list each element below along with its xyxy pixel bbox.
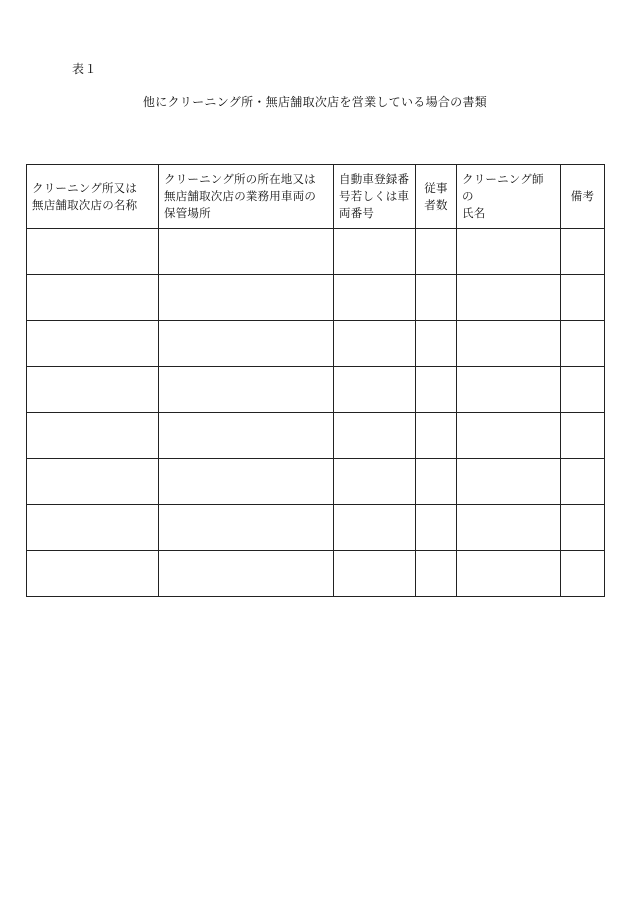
- cell-remarks[interactable]: [561, 275, 605, 321]
- cell-worker-count[interactable]: [416, 367, 457, 413]
- table-header-row: [27, 165, 605, 229]
- table-row: [27, 275, 605, 321]
- header-cleaner-name: クリーニング師の 氏名: [457, 165, 561, 229]
- cell-vehicle-number[interactable]: [334, 413, 416, 459]
- cell-facility-location[interactable]: [159, 367, 334, 413]
- cell-facility-location[interactable]: [159, 321, 334, 367]
- cell-remarks[interactable]: [561, 459, 605, 505]
- cell-remarks[interactable]: [561, 413, 605, 459]
- cell-facility-name[interactable]: [27, 229, 159, 275]
- cell-facility-name[interactable]: [27, 321, 159, 367]
- header-vehicle-number: 自動車登録番 号若しくは車 両番号: [334, 165, 416, 229]
- cell-remarks[interactable]: [561, 551, 605, 597]
- table-row: [27, 321, 605, 367]
- cell-facility-location[interactable]: [159, 459, 334, 505]
- cell-facility-name[interactable]: [27, 413, 159, 459]
- table-row: [27, 367, 605, 413]
- header-facility-name: クリーニング所又は 無店舗取次店の名称: [27, 165, 159, 229]
- cell-worker-count[interactable]: [416, 229, 457, 275]
- cell-facility-location[interactable]: [159, 275, 334, 321]
- header-worker-count: 従事 者数: [416, 165, 457, 229]
- cell-vehicle-number[interactable]: [334, 229, 416, 275]
- cell-facility-location[interactable]: [159, 551, 334, 597]
- cell-facility-name[interactable]: [27, 367, 159, 413]
- cell-vehicle-number[interactable]: [334, 551, 416, 597]
- cell-vehicle-number[interactable]: [334, 367, 416, 413]
- table-row: [27, 413, 605, 459]
- cell-facility-name[interactable]: [27, 459, 159, 505]
- cell-worker-count[interactable]: [416, 321, 457, 367]
- table-row: [27, 459, 605, 505]
- registration-table: [26, 164, 605, 597]
- cell-cleaner-name[interactable]: [457, 505, 561, 551]
- cell-facility-location[interactable]: [159, 413, 334, 459]
- cell-remarks[interactable]: [561, 505, 605, 551]
- cell-remarks[interactable]: [561, 229, 605, 275]
- header-remarks: 備考: [561, 165, 605, 229]
- cell-worker-count[interactable]: [416, 505, 457, 551]
- cell-cleaner-name[interactable]: [457, 367, 561, 413]
- table-body: [27, 229, 605, 597]
- cell-worker-count[interactable]: [416, 551, 457, 597]
- table-row: [27, 505, 605, 551]
- cell-vehicle-number[interactable]: [334, 459, 416, 505]
- cell-vehicle-number[interactable]: [334, 275, 416, 321]
- table-row: [27, 551, 605, 597]
- cell-vehicle-number[interactable]: [334, 505, 416, 551]
- cell-worker-count[interactable]: [416, 413, 457, 459]
- cell-worker-count[interactable]: [416, 459, 457, 505]
- cell-facility-name[interactable]: [27, 275, 159, 321]
- cell-cleaner-name[interactable]: [457, 275, 561, 321]
- table-row: [27, 229, 605, 275]
- cell-facility-name[interactable]: [27, 551, 159, 597]
- cell-cleaner-name[interactable]: [457, 413, 561, 459]
- cell-facility-location[interactable]: [159, 505, 334, 551]
- cell-worker-count[interactable]: [416, 275, 457, 321]
- cell-facility-location[interactable]: [159, 229, 334, 275]
- document-title: 他にクリーニング所・無店舗取次店を営業している場合の書類: [142, 95, 488, 109]
- cell-facility-name[interactable]: [27, 505, 159, 551]
- cell-cleaner-name[interactable]: [457, 229, 561, 275]
- header-facility-location: クリーニング所の所在地又は 無店舗取次店の業務用車両の 保管場所: [159, 165, 334, 229]
- cell-cleaner-name[interactable]: [457, 551, 561, 597]
- table-label: 表１: [72, 62, 98, 76]
- cell-remarks[interactable]: [561, 321, 605, 367]
- cell-cleaner-name[interactable]: [457, 321, 561, 367]
- cell-cleaner-name[interactable]: [457, 459, 561, 505]
- cell-remarks[interactable]: [561, 367, 605, 413]
- cell-vehicle-number[interactable]: [334, 321, 416, 367]
